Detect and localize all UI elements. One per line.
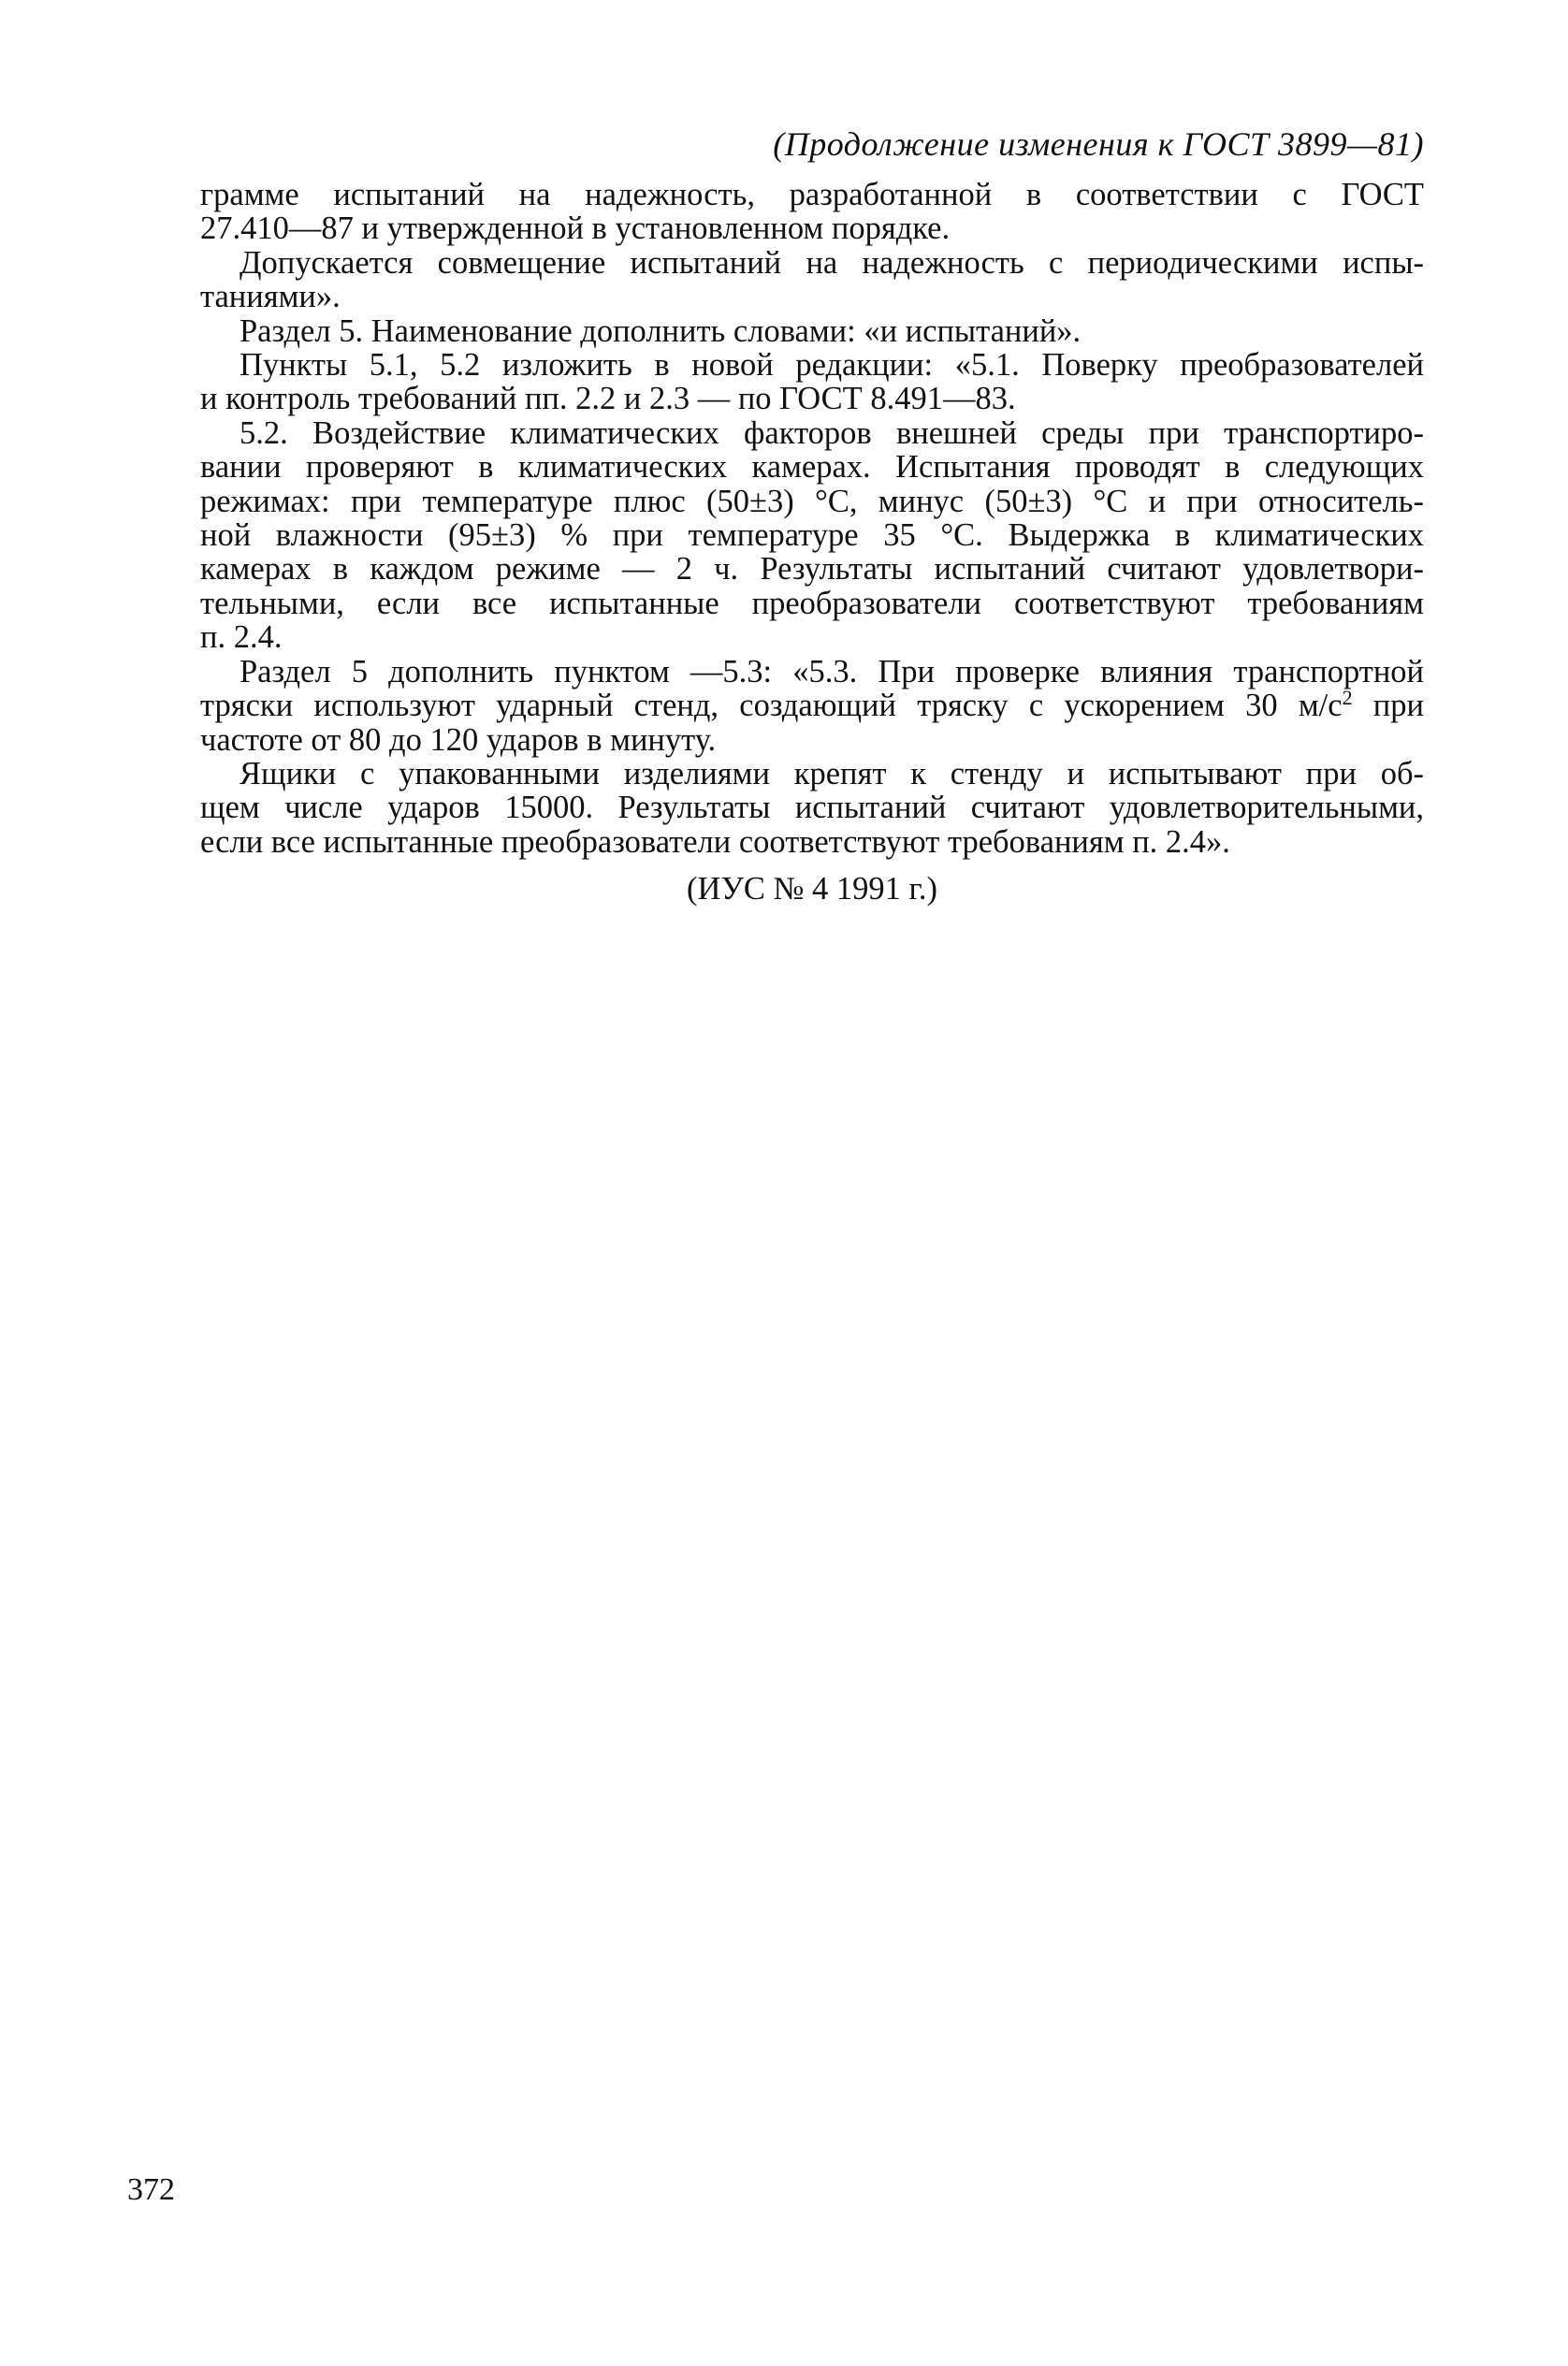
text-fragment: тряски используют ударный стенд, создающий тряску с ускорением 30 м/с: [200, 688, 1343, 724]
text-line: Ящики с упакованными изделиями крепят к стенду и испытывают при об-: [240, 755, 1424, 791]
text-line: камерах в каждом режиме — 2 ч. Результаты испытаний считают удовлетвори-: [200, 551, 1424, 588]
text-fragment: при: [1352, 688, 1424, 724]
text-line: вании проверяют в климатических камерах. Испытания проводят в следующих: [200, 449, 1424, 486]
text-line: если все испытанные преобразователи соответствуют требованиям п. 2.4».: [200, 823, 1230, 860]
source-note: (ИУС № 4 1991 г.): [687, 871, 937, 907]
text-line: частоте от 80 до 120 ударов в минуту.: [200, 721, 717, 758]
text-line: Раздел 5. Наименование дополнить словами: «и испытаний».: [240, 312, 1082, 349]
text-line: 5.2. Воздействие климатических факторов внешней среды при транспортиро-: [240, 414, 1424, 451]
text-line-with-superscript: [200, 686, 1424, 724]
text-line: 27.410—87 и утвержденной в установленном порядке.: [200, 210, 951, 247]
text-line: ной влажности (95±3) % при температуре 35 °С. Выдержка в климатических: [200, 517, 1424, 554]
text-line: п. 2.4.: [200, 619, 283, 656]
superscript: 2: [1342, 686, 1353, 710]
text-line: таниями».: [200, 279, 341, 315]
amendment-text: [200, 178, 1424, 859]
text-line: и контроль требований пп. 2.2 и 2.3 — по ГОСТ 8.491—83.: [200, 381, 1016, 417]
text-line: Раздел 5 дополнить пунктом —5.3: «5.3. При проверке влияния транспортной: [240, 653, 1424, 689]
running-header: (Продолжение изменения к ГОСТ 3899—81): [773, 125, 1424, 163]
text-line: тельными, если все испытанные преобразователи соответствуют требованиям: [200, 585, 1424, 621]
text-line: режимах: при температуре плюс (50±3) °С, минус (50±3) °С и при относитель-: [200, 483, 1424, 519]
text-line: Допускается совмещение испытаний на надежность с периодическими испы-: [240, 244, 1424, 281]
text-line: щем числе ударов 15000. Результаты испытаний считают удовлетворительными,: [200, 790, 1424, 826]
page-number: 372: [127, 2172, 175, 2207]
text-line: Пункты 5.1, 5.2 изложить в новой редакции: «5.1. Поверку преобразователей: [240, 347, 1424, 384]
text-line: грамме испытаний на надежность, разработанной в соответствии с ГОСТ: [200, 177, 1424, 212]
